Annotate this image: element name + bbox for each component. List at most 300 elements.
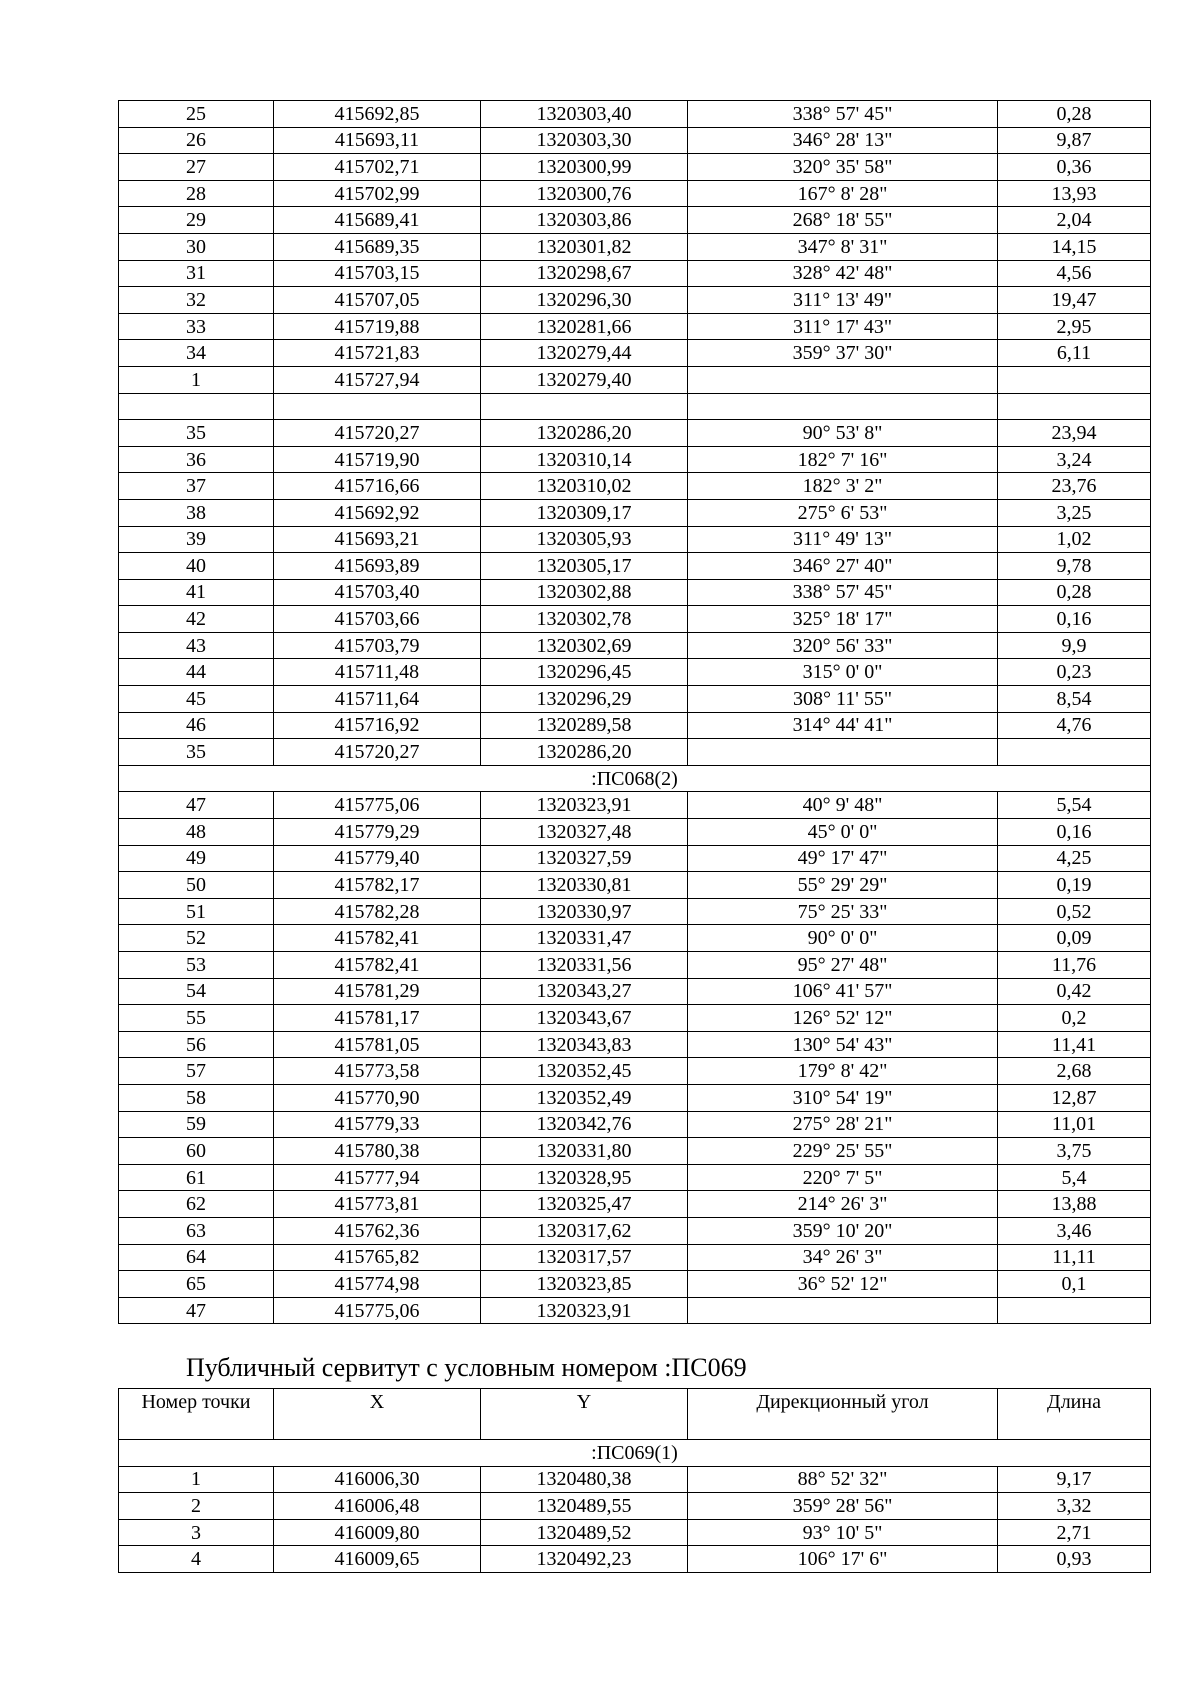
cell-y: 1320323,85	[481, 1271, 688, 1298]
cell-length: 2,95	[998, 313, 1151, 340]
table-row	[119, 606, 1151, 633]
cell-direction-angle: 88° 52' 32"	[688, 1466, 998, 1493]
cell-length: 2,71	[998, 1519, 1151, 1546]
cell-y: 1320281,66	[481, 313, 688, 340]
cell-direction-angle: 311° 17' 43"	[688, 313, 998, 340]
cell-length: 3,25	[998, 499, 1151, 526]
cell-direction-angle: 347° 8' 31"	[688, 233, 998, 260]
cell-y: 1320328,95	[481, 1164, 688, 1191]
table-row	[119, 313, 1151, 340]
cell-length	[998, 739, 1151, 766]
cell-direction-angle: 34° 26' 3"	[688, 1244, 998, 1271]
cell-point-number: 25	[119, 101, 274, 128]
cell-length: 4,76	[998, 712, 1151, 739]
cell-direction-angle: 40° 9' 48"	[688, 792, 998, 819]
cell-point-number: 27	[119, 154, 274, 181]
cell-point-number: 53	[119, 952, 274, 979]
cell-point-number: 4	[119, 1546, 274, 1573]
cell-x: 415775,06	[274, 792, 481, 819]
table-row	[119, 446, 1151, 473]
cell-point-number: 61	[119, 1164, 274, 1191]
cell-length: 9,78	[998, 553, 1151, 580]
cell-x: 415782,41	[274, 925, 481, 952]
cell-length: 0,93	[998, 1546, 1151, 1573]
cell-direction-angle: 320° 35' 58"	[688, 154, 998, 181]
table-row	[119, 340, 1151, 367]
cell-y: 1320298,67	[481, 260, 688, 287]
cell-y: 1320325,47	[481, 1191, 688, 1218]
cell-x: 415719,90	[274, 446, 481, 473]
cell-direction-angle: 182° 3' 2"	[688, 473, 998, 500]
cell-x: 415765,82	[274, 1244, 481, 1271]
cell-x: 415703,40	[274, 579, 481, 606]
table-row	[119, 1466, 1151, 1493]
cell-x: 415773,58	[274, 1058, 481, 1085]
table-row	[119, 579, 1151, 606]
cell-y: 1320279,40	[481, 366, 688, 393]
cell-length: 6,11	[998, 340, 1151, 367]
cell-y: 1320323,91	[481, 792, 688, 819]
cell-x: 416006,48	[274, 1493, 481, 1520]
cell-direction-angle: 36° 52' 12"	[688, 1271, 998, 1298]
cell-point-number: 45	[119, 686, 274, 713]
cell-length: 3,75	[998, 1138, 1151, 1165]
cell-direction-angle: 310° 54' 19"	[688, 1084, 998, 1111]
cell-direction-angle: 359° 28' 56"	[688, 1493, 998, 1520]
cell-x: 415720,27	[274, 739, 481, 766]
cell-y: 1320296,45	[481, 659, 688, 686]
cell-point-number: 51	[119, 898, 274, 925]
coordinates-table-body	[119, 101, 1151, 1324]
cell-y: 1320300,99	[481, 154, 688, 181]
cell-point-number	[119, 393, 274, 420]
cell-length: 14,15	[998, 233, 1151, 260]
cell-x: 415773,81	[274, 1191, 481, 1218]
cell-length: 0,52	[998, 898, 1151, 925]
header-y: Y	[481, 1389, 688, 1440]
cell-x: 415727,94	[274, 366, 481, 393]
cell-x: 415781,29	[274, 978, 481, 1005]
cell-direction-angle: 311° 49' 13"	[688, 526, 998, 553]
cell-point-number: 37	[119, 473, 274, 500]
cell-length: 0,1	[998, 1271, 1151, 1298]
cell-y: 1320289,58	[481, 712, 688, 739]
cell-point-number: 48	[119, 819, 274, 846]
table-row	[119, 233, 1151, 260]
cell-y: 1320301,82	[481, 233, 688, 260]
cell-point-number: 63	[119, 1217, 274, 1244]
cell-x: 415692,85	[274, 101, 481, 128]
cell-y: 1320302,78	[481, 606, 688, 633]
table-row	[119, 180, 1151, 207]
cell-x: 415779,29	[274, 819, 481, 846]
table-row	[119, 659, 1151, 686]
cell-point-number: 54	[119, 978, 274, 1005]
cell-length: 4,56	[998, 260, 1151, 287]
cell-point-number: 35	[119, 739, 274, 766]
cell-direction-angle: 214° 26' 3"	[688, 1191, 998, 1218]
table-row	[119, 207, 1151, 234]
cell-y: 1320286,20	[481, 739, 688, 766]
cell-direction-angle: 311° 13' 49"	[688, 287, 998, 314]
cell-y: 1320331,47	[481, 925, 688, 952]
header-direction-angle: Дирекционный угол	[688, 1389, 998, 1440]
cell-y: 1320302,88	[481, 579, 688, 606]
cell-point-number: 52	[119, 925, 274, 952]
cell-length: 0,36	[998, 154, 1151, 181]
table-row	[119, 287, 1151, 314]
cell-length: 23,94	[998, 420, 1151, 447]
table-row	[119, 366, 1151, 393]
cell-x: 415782,17	[274, 872, 481, 899]
cell-direction-angle: 315° 0' 0"	[688, 659, 998, 686]
cell-x: 415716,66	[274, 473, 481, 500]
table-row	[119, 420, 1151, 447]
cell-x: 415711,48	[274, 659, 481, 686]
cell-direction-angle: 90° 53' 8"	[688, 420, 998, 447]
cell-point-number: 26	[119, 127, 274, 154]
cell-point-number: 65	[119, 1271, 274, 1298]
cell-point-number: 57	[119, 1058, 274, 1085]
cell-direction-angle: 55° 29' 29"	[688, 872, 998, 899]
cell-length: 13,93	[998, 180, 1151, 207]
coordinates-table-body	[119, 1440, 1151, 1573]
cell-point-number: 58	[119, 1084, 274, 1111]
cell-point-number: 47	[119, 792, 274, 819]
table-row	[119, 1191, 1151, 1218]
cell-direction-angle: 49° 17' 47"	[688, 845, 998, 872]
cell-point-number: 62	[119, 1191, 274, 1218]
table-row	[119, 393, 1151, 420]
table-row	[119, 1005, 1151, 1032]
cell-length: 0,09	[998, 925, 1151, 952]
cell-x: 415762,36	[274, 1217, 481, 1244]
cell-point-number: 29	[119, 207, 274, 234]
cell-direction-angle: 320° 56' 33"	[688, 632, 998, 659]
cell-length: 9,9	[998, 632, 1151, 659]
cell-point-number: 55	[119, 1005, 274, 1032]
cell-x: 415702,71	[274, 154, 481, 181]
table-row	[119, 686, 1151, 713]
cell-y: 1320286,20	[481, 420, 688, 447]
cell-length: 0,28	[998, 579, 1151, 606]
cell-point-number: 40	[119, 553, 274, 580]
cell-x	[274, 393, 481, 420]
cell-x: 416006,30	[274, 1466, 481, 1493]
cell-x: 415775,06	[274, 1297, 481, 1324]
table-header	[119, 1389, 1151, 1440]
cell-x: 415719,88	[274, 313, 481, 340]
cell-direction-angle: 314° 44' 41"	[688, 712, 998, 739]
cell-y: 1320480,38	[481, 1466, 688, 1493]
cell-y: 1320303,30	[481, 127, 688, 154]
cell-length: 19,47	[998, 287, 1151, 314]
cell-point-number: 46	[119, 712, 274, 739]
cell-y: 1320305,93	[481, 526, 688, 553]
table-row	[119, 101, 1151, 128]
cell-length: 11,41	[998, 1031, 1151, 1058]
cell-point-number: 60	[119, 1138, 274, 1165]
section-row	[119, 1440, 1151, 1467]
table-row	[119, 1058, 1151, 1085]
cell-y: 1320343,83	[481, 1031, 688, 1058]
cell-x: 416009,65	[274, 1546, 481, 1573]
cell-x: 415780,38	[274, 1138, 481, 1165]
cell-point-number: 33	[119, 313, 274, 340]
cell-length: 0,16	[998, 606, 1151, 633]
table-row	[119, 1031, 1151, 1058]
cell-y: 1320309,17	[481, 499, 688, 526]
cell-x: 415781,17	[274, 1005, 481, 1032]
cell-length: 5,4	[998, 1164, 1151, 1191]
cell-point-number: 1	[119, 366, 274, 393]
section-label: :ПС068(2)	[119, 765, 1151, 792]
cell-length: 5,54	[998, 792, 1151, 819]
cell-x: 415721,83	[274, 340, 481, 367]
cell-y: 1320305,17	[481, 553, 688, 580]
table-row	[119, 1084, 1151, 1111]
coordinates-table-ps069	[118, 1388, 1151, 1573]
cell-direction-angle	[688, 393, 998, 420]
cell-length: 3,32	[998, 1493, 1151, 1520]
cell-y: 1320310,14	[481, 446, 688, 473]
cell-direction-angle: 93° 10' 5"	[688, 1519, 998, 1546]
cell-point-number: 36	[119, 446, 274, 473]
cell-direction-angle: 346° 28' 13"	[688, 127, 998, 154]
table-row	[119, 1493, 1151, 1520]
cell-length: 13,88	[998, 1191, 1151, 1218]
cell-point-number: 56	[119, 1031, 274, 1058]
cell-x: 415774,98	[274, 1271, 481, 1298]
cell-length: 9,87	[998, 127, 1151, 154]
cell-length: 2,68	[998, 1058, 1151, 1085]
section-row	[119, 765, 1151, 792]
cell-y: 1320317,62	[481, 1217, 688, 1244]
cell-length: 11,11	[998, 1244, 1151, 1271]
cell-length: 1,02	[998, 526, 1151, 553]
cell-y: 1320310,02	[481, 473, 688, 500]
cell-point-number: 64	[119, 1244, 274, 1271]
cell-point-number: 44	[119, 659, 274, 686]
section-label: :ПС069(1)	[119, 1440, 1151, 1467]
section-title: Публичный сервитут с условным номером :ПС069	[186, 1353, 747, 1382]
cell-length: 0,16	[998, 819, 1151, 846]
table-row	[119, 898, 1151, 925]
cell-x: 415720,27	[274, 420, 481, 447]
cell-direction-angle: 106° 41' 57"	[688, 978, 998, 1005]
cell-x: 415703,66	[274, 606, 481, 633]
table-row	[119, 553, 1151, 580]
cell-length: 3,46	[998, 1217, 1151, 1244]
cell-y: 1320327,59	[481, 845, 688, 872]
table-row	[119, 1519, 1151, 1546]
cell-x: 415702,99	[274, 180, 481, 207]
cell-x: 415703,79	[274, 632, 481, 659]
cell-length: 0,23	[998, 659, 1151, 686]
cell-x: 416009,80	[274, 1519, 481, 1546]
table-row	[119, 1217, 1151, 1244]
cell-length: 11,76	[998, 952, 1151, 979]
cell-y: 1320323,91	[481, 1297, 688, 1324]
cell-x: 415703,15	[274, 260, 481, 287]
cell-length	[998, 393, 1151, 420]
cell-y: 1320489,52	[481, 1519, 688, 1546]
cell-point-number: 34	[119, 340, 274, 367]
cell-length: 8,54	[998, 686, 1151, 713]
header-length: Длина	[998, 1389, 1151, 1440]
cell-x: 415689,35	[274, 233, 481, 260]
table-row	[119, 739, 1151, 766]
cell-direction-angle: 359° 37' 30"	[688, 340, 998, 367]
cell-length	[998, 366, 1151, 393]
cell-direction-angle: 229° 25' 55"	[688, 1138, 998, 1165]
cell-y: 1320331,80	[481, 1138, 688, 1165]
cell-direction-angle: 308° 11' 55"	[688, 686, 998, 713]
table-row	[119, 819, 1151, 846]
cell-direction-angle: 90° 0' 0"	[688, 925, 998, 952]
cell-y: 1320303,40	[481, 101, 688, 128]
table-row	[119, 499, 1151, 526]
cell-y: 1320330,97	[481, 898, 688, 925]
cell-direction-angle	[688, 1297, 998, 1324]
cell-y: 1320296,30	[481, 287, 688, 314]
cell-y: 1320352,45	[481, 1058, 688, 1085]
table-row	[119, 127, 1151, 154]
cell-x: 415777,94	[274, 1164, 481, 1191]
cell-direction-angle: 167° 8' 28"	[688, 180, 998, 207]
cell-x: 415779,40	[274, 845, 481, 872]
header-x: X	[274, 1389, 481, 1440]
cell-point-number: 43	[119, 632, 274, 659]
cell-y: 1320343,27	[481, 978, 688, 1005]
cell-direction-angle: 95° 27' 48"	[688, 952, 998, 979]
cell-length	[998, 1297, 1151, 1324]
cell-point-number: 39	[119, 526, 274, 553]
cell-length: 4,25	[998, 845, 1151, 872]
cell-x: 415781,05	[274, 1031, 481, 1058]
cell-x: 415693,11	[274, 127, 481, 154]
cell-point-number: 32	[119, 287, 274, 314]
cell-direction-angle: 359° 10' 20"	[688, 1217, 998, 1244]
cell-direction-angle: 179° 8' 42"	[688, 1058, 998, 1085]
cell-length: 0,19	[998, 872, 1151, 899]
cell-direction-angle: 268° 18' 55"	[688, 207, 998, 234]
header-row	[119, 1389, 1151, 1440]
cell-y: 1320492,23	[481, 1546, 688, 1573]
cell-x: 415770,90	[274, 1084, 481, 1111]
cell-length: 11,01	[998, 1111, 1151, 1138]
cell-point-number: 2	[119, 1493, 274, 1520]
cell-y: 1320327,48	[481, 819, 688, 846]
table-row	[119, 1297, 1151, 1324]
cell-direction-angle: 338° 57' 45"	[688, 579, 998, 606]
cell-point-number: 50	[119, 872, 274, 899]
table-row	[119, 1111, 1151, 1138]
cell-y: 1320300,76	[481, 180, 688, 207]
cell-x: 415689,41	[274, 207, 481, 234]
cell-y: 1320317,57	[481, 1244, 688, 1271]
table-row	[119, 526, 1151, 553]
cell-point-number: 30	[119, 233, 274, 260]
cell-x: 415693,89	[274, 553, 481, 580]
cell-length: 2,04	[998, 207, 1151, 234]
table-row	[119, 632, 1151, 659]
cell-y: 1320302,69	[481, 632, 688, 659]
cell-direction-angle: 325° 18' 17"	[688, 606, 998, 633]
cell-x: 415782,28	[274, 898, 481, 925]
cell-x: 415692,92	[274, 499, 481, 526]
cell-y: 1320296,29	[481, 686, 688, 713]
cell-direction-angle: 182° 7' 16"	[688, 446, 998, 473]
cell-direction-angle: 130° 54' 43"	[688, 1031, 998, 1058]
table-row	[119, 845, 1151, 872]
cell-y: 1320342,76	[481, 1111, 688, 1138]
table-row	[119, 1546, 1151, 1573]
table-row	[119, 1271, 1151, 1298]
cell-y: 1320303,86	[481, 207, 688, 234]
cell-direction-angle: 220° 7' 5"	[688, 1164, 998, 1191]
cell-x: 415693,21	[274, 526, 481, 553]
cell-point-number: 38	[119, 499, 274, 526]
cell-point-number: 35	[119, 420, 274, 447]
cell-direction-angle: 126° 52' 12"	[688, 1005, 998, 1032]
cell-point-number: 47	[119, 1297, 274, 1324]
cell-point-number: 49	[119, 845, 274, 872]
cell-point-number: 31	[119, 260, 274, 287]
cell-point-number: 28	[119, 180, 274, 207]
cell-direction-angle: 106° 17' 6"	[688, 1546, 998, 1573]
cell-length: 0,28	[998, 101, 1151, 128]
table-row	[119, 925, 1151, 952]
table-row	[119, 1164, 1151, 1191]
cell-direction-angle: 328° 42' 48"	[688, 260, 998, 287]
table-row	[119, 872, 1151, 899]
cell-point-number: 1	[119, 1466, 274, 1493]
cell-point-number: 41	[119, 579, 274, 606]
table-row	[119, 792, 1151, 819]
cell-direction-angle: 275° 6' 53"	[688, 499, 998, 526]
cell-direction-angle	[688, 739, 998, 766]
cell-length: 23,76	[998, 473, 1151, 500]
cell-length: 9,17	[998, 1466, 1151, 1493]
coordinates-table-continued	[118, 100, 1151, 1324]
cell-direction-angle: 75° 25' 33"	[688, 898, 998, 925]
header-point-number: Номер точки	[119, 1389, 274, 1440]
table-row	[119, 473, 1151, 500]
cell-x: 415782,41	[274, 952, 481, 979]
cell-direction-angle: 275° 28' 21"	[688, 1111, 998, 1138]
cell-x: 415716,92	[274, 712, 481, 739]
cell-x: 415711,64	[274, 686, 481, 713]
cell-direction-angle: 45° 0' 0"	[688, 819, 998, 846]
table-row	[119, 1138, 1151, 1165]
cell-direction-angle: 338° 57' 45"	[688, 101, 998, 128]
cell-y: 1320330,81	[481, 872, 688, 899]
cell-x: 415707,05	[274, 287, 481, 314]
table-row	[119, 978, 1151, 1005]
cell-y: 1320331,56	[481, 952, 688, 979]
cell-length: 0,42	[998, 978, 1151, 1005]
cell-y: 1320352,49	[481, 1084, 688, 1111]
cell-point-number: 59	[119, 1111, 274, 1138]
cell-y: 1320279,44	[481, 340, 688, 367]
cell-length: 12,87	[998, 1084, 1151, 1111]
table-row	[119, 1244, 1151, 1271]
cell-length: 3,24	[998, 446, 1151, 473]
table-row	[119, 952, 1151, 979]
cell-point-number: 42	[119, 606, 274, 633]
cell-direction-angle	[688, 366, 998, 393]
